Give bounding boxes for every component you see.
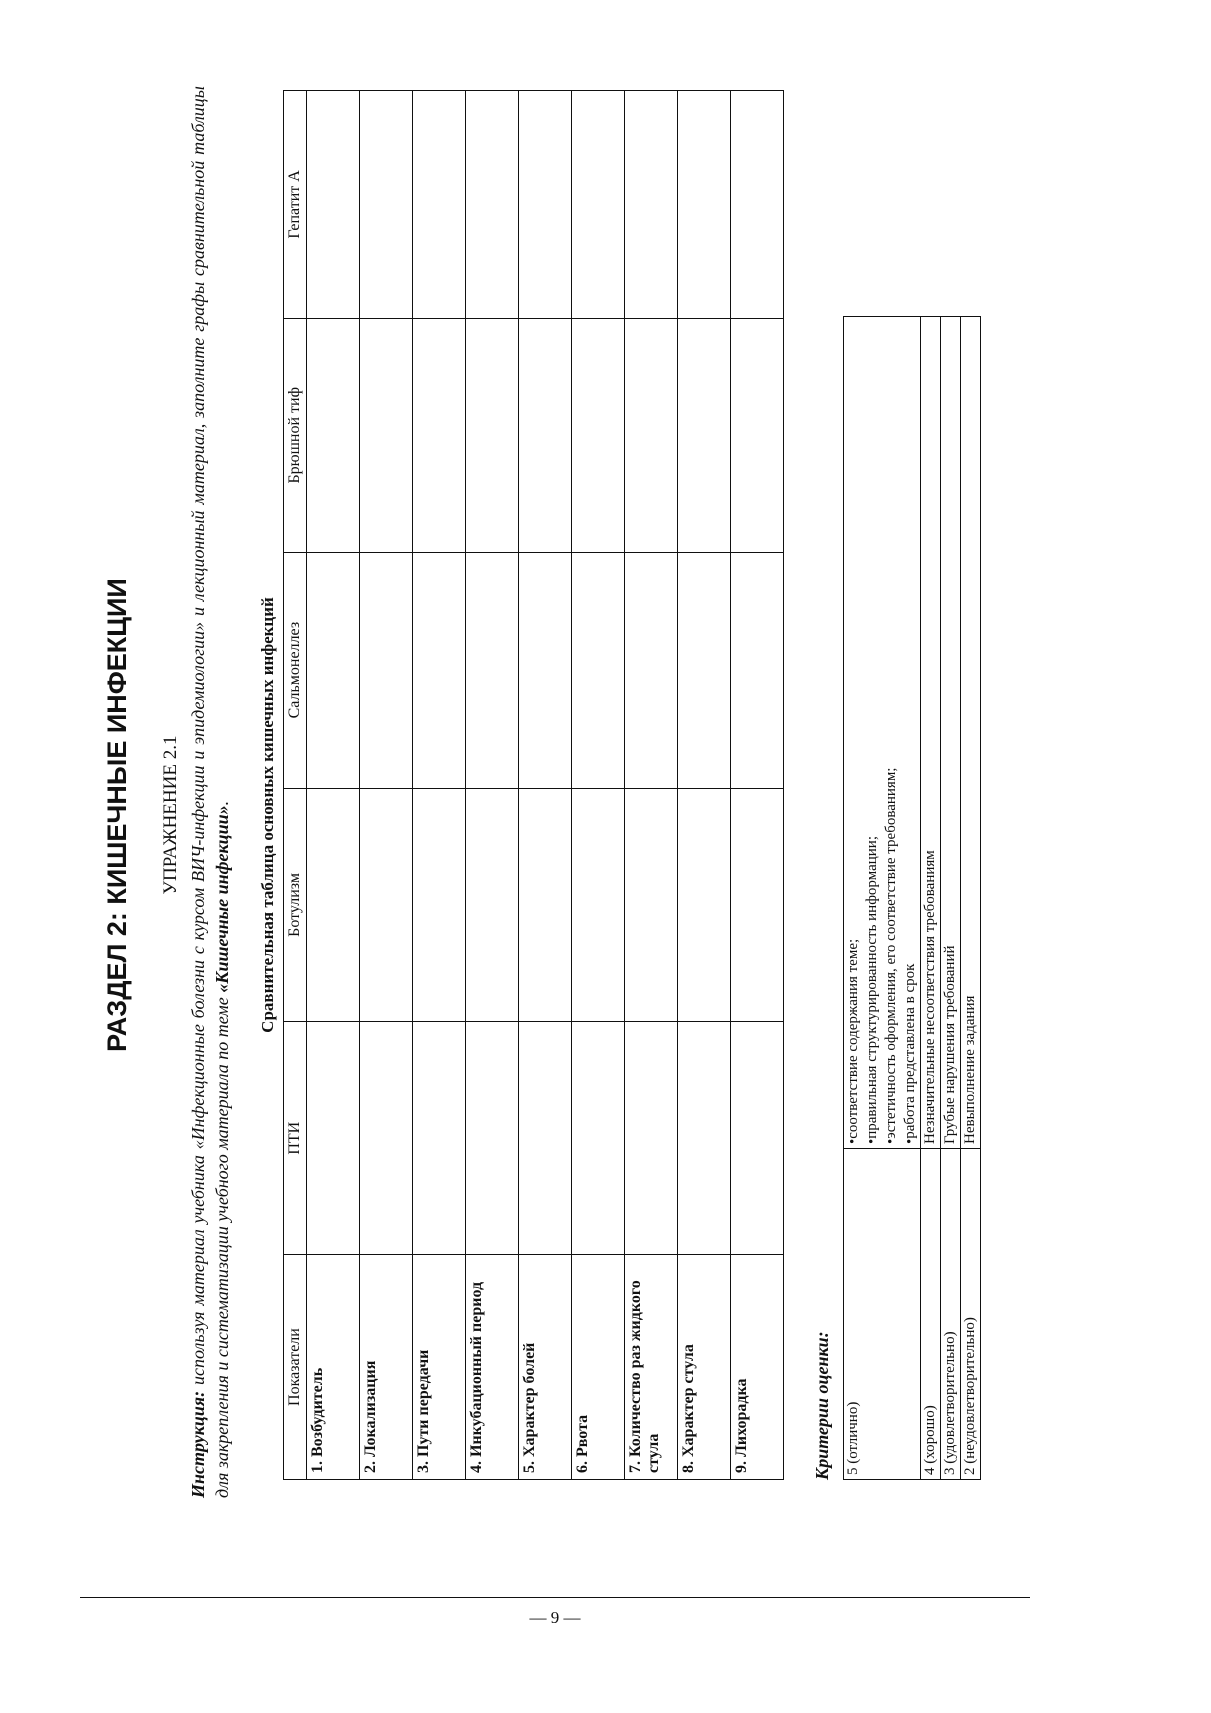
grade: 4 (хорошо) [921, 1149, 941, 1480]
row-label: 7. Количество раз жидкого стула [625, 1255, 678, 1480]
table-row [625, 91, 678, 1480]
empty-cell[interactable] [466, 318, 519, 552]
grade: 2 (неудовлетворительно) [961, 1149, 981, 1480]
empty-cell[interactable] [572, 91, 625, 319]
table-caption: Сравнительная таблица основных кишечных инфекций [258, 597, 277, 1033]
criteria-item: •соответствие содержания теме; [845, 938, 861, 1144]
empty-cell[interactable] [678, 318, 731, 552]
grade: 5 (отлично) [844, 1149, 921, 1480]
empty-cell[interactable] [625, 91, 678, 319]
criteria-row [921, 317, 941, 1480]
instruction-text: используя материал учебника «Инфекционные болезни с курсом ВИЧ-инфекции и эпидемиологии» и лекционный материал, заполните графы сравнительной таблицы для закрепления и систематизации учебного материала по теме [188, 86, 232, 1498]
criteria-row [941, 317, 961, 1480]
criteria-label: Критерии оценки: [812, 1331, 832, 1480]
empty-cell[interactable] [413, 552, 466, 788]
row-label: 1. Возбудитель [307, 1255, 360, 1480]
empty-cell[interactable] [625, 552, 678, 788]
empty-cell[interactable] [360, 552, 413, 788]
table-row [731, 91, 784, 1480]
comparison-table [283, 90, 784, 1480]
empty-cell[interactable] [413, 788, 466, 1022]
empty-cell[interactable] [678, 552, 731, 788]
empty-cell[interactable] [678, 1022, 731, 1255]
criteria-item: •работа представлена в срок [902, 963, 918, 1144]
empty-cell[interactable] [307, 1022, 360, 1255]
empty-cell[interactable] [678, 91, 731, 319]
criteria-item: Грубые нарушения требований [942, 945, 958, 1144]
table-row [360, 91, 413, 1480]
table-row [519, 91, 572, 1480]
instruction-topic: «Кишечные инфекции» [212, 805, 232, 993]
row-label: 4. Инкубационный период [466, 1255, 519, 1480]
empty-cell[interactable] [307, 318, 360, 552]
empty-cell[interactable] [519, 1022, 572, 1255]
empty-cell[interactable] [519, 318, 572, 552]
table-row [413, 91, 466, 1480]
empty-cell[interactable] [519, 91, 572, 319]
criteria-description [941, 317, 961, 1149]
empty-cell[interactable] [466, 552, 519, 788]
section-title: РАЗДЕЛ 2: КИШЕЧНЫЕ ИНФЕКЦИИ [102, 578, 132, 1052]
empty-cell[interactable] [572, 788, 625, 1022]
instruction [186, 86, 234, 1498]
empty-cell[interactable] [360, 91, 413, 319]
criteria-row [961, 317, 981, 1480]
empty-cell[interactable] [360, 1022, 413, 1255]
instruction-end: . [212, 800, 232, 806]
column-header: Брюшной тиф [284, 318, 307, 552]
table-row [307, 91, 360, 1480]
grade: 3 (удовлетворительно) [941, 1149, 961, 1480]
table-row [466, 91, 519, 1480]
row-label: 3. Пути передачи [413, 1255, 466, 1480]
empty-cell[interactable] [360, 788, 413, 1022]
criteria-description [844, 317, 921, 1149]
instruction-label: Инструкция: [188, 1390, 208, 1498]
column-header: ПТИ [284, 1022, 307, 1255]
row-label: 6. Рвота [572, 1255, 625, 1480]
exercise-heading: УПРАЖНЕНИЕ 2.1 [160, 735, 181, 895]
empty-cell[interactable] [731, 788, 784, 1022]
criteria-table [843, 316, 981, 1480]
table-row [678, 91, 731, 1480]
criteria-description [961, 317, 981, 1149]
empty-cell[interactable] [413, 1022, 466, 1255]
empty-cell[interactable] [466, 788, 519, 1022]
column-header: Показатели [284, 1255, 307, 1480]
empty-cell[interactable] [519, 788, 572, 1022]
empty-cell[interactable] [572, 552, 625, 788]
empty-cell[interactable] [466, 1022, 519, 1255]
criteria-item: •эстетичность оформления, его соответствие требованиям; [883, 767, 899, 1144]
page-number: — 9 — [529, 1608, 581, 1627]
column-header: Гепатит А [284, 91, 307, 319]
criteria-description [921, 317, 941, 1149]
empty-cell[interactable] [307, 788, 360, 1022]
row-label: 8. Характер стула [678, 1255, 731, 1480]
empty-cell[interactable] [731, 552, 784, 788]
empty-cell[interactable] [572, 318, 625, 552]
empty-cell[interactable] [625, 788, 678, 1022]
empty-cell[interactable] [731, 1022, 784, 1255]
row-label: 5. Характер болей [519, 1255, 572, 1480]
table-header-row [284, 91, 307, 1480]
empty-cell[interactable] [572, 1022, 625, 1255]
column-header: Ботулизм [284, 788, 307, 1022]
row-label: 9. Лихорадка [731, 1255, 784, 1480]
empty-cell[interactable] [625, 1022, 678, 1255]
row-label: 2. Локализация [360, 1255, 413, 1480]
empty-cell[interactable] [413, 318, 466, 552]
empty-cell[interactable] [731, 318, 784, 552]
empty-cell[interactable] [466, 91, 519, 319]
empty-cell[interactable] [731, 91, 784, 319]
empty-cell[interactable] [678, 788, 731, 1022]
empty-cell[interactable] [307, 552, 360, 788]
criteria-item: Невыполнение задания [962, 995, 978, 1144]
rotated-content [80, 80, 1110, 1550]
empty-cell[interactable] [413, 91, 466, 319]
criteria-row [844, 317, 921, 1480]
column-header: Сальмонеллез [284, 552, 307, 788]
empty-cell[interactable] [307, 91, 360, 319]
table-row [572, 91, 625, 1480]
criteria-item: Незначительные несоответствия требованиям [922, 850, 938, 1144]
empty-cell[interactable] [519, 552, 572, 788]
criteria-item: •правильная структурированность информации; [864, 836, 880, 1144]
empty-cell[interactable] [625, 318, 678, 552]
empty-cell[interactable] [360, 318, 413, 552]
footer-divider [80, 1597, 1030, 1598]
